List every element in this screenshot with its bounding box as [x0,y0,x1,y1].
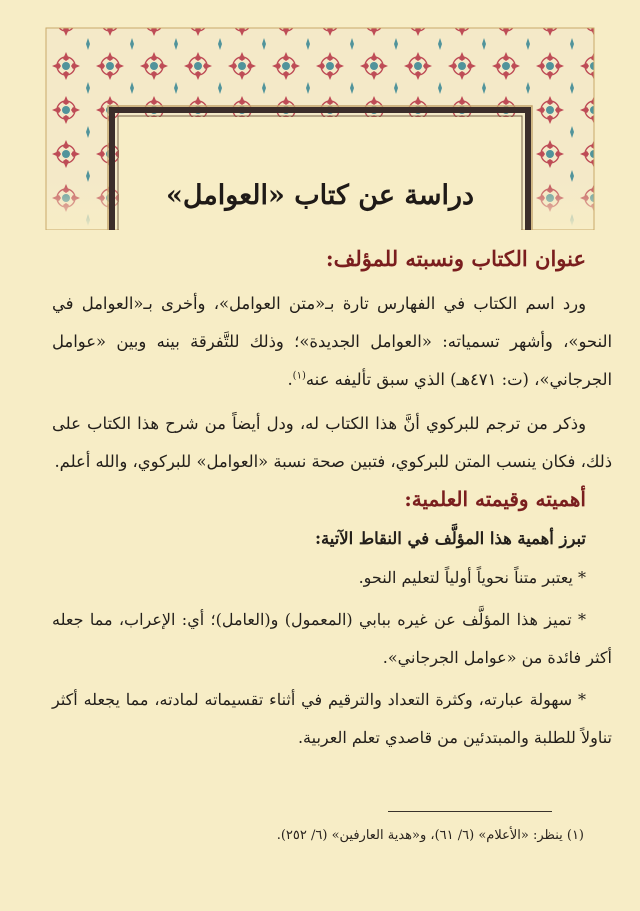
importance-point-1: * يعتبر متناً نحوياً أولياً لتعليم النحو. [358,568,586,587]
page-title: دراسة عن كتاب «العوامل» [165,180,475,211]
main-content [52,236,612,761]
paragraph-book-names [52,285,612,399]
paragraph-attribution: وذكر من ترجم للبركوي أنَّ هذا الكتاب له، ودل أيضاً من شرح هذا الكتاب على ذلك، فكان ينسب المتن للبركوي، فتبين صحة نسبة «العوامل» للبركوي، والله أعلم. [52,414,612,471]
section-heading-title-attribution: عنوان الكتاب ونسبته للمؤلف: [325,246,586,271]
footnote-divider [388,811,552,812]
paragraph-end-mark: . [287,370,293,389]
footnote: (١) ينظر: «الأعلام» (٦/ ٦١)، و«هدية العارفين» (٦/ ٢٥٢). [276,828,584,843]
importance-point-3: * سهولة عبارته، وكثرة التعداد والترقيم في أثناء تقسيماته لمادته، مما يجعله أكثر تناولاً للطلبة والمبتدئين من قاصدي تعلم العربية. [52,690,612,747]
importance-point-2: * تميز هذا المؤلَّف عن غيره ببابي (المعمول) و(العامل)؛ أي: الإعراب، مما جعله أكثر فائدة من «عوامل الجرجاني». [52,610,612,667]
title-wrap [0,180,640,211]
importance-lead: تبرز أهمية هذا المؤلَّف في النقاط الآتية: [314,529,586,548]
footnote-marker[interactable]: (١) [292,370,306,382]
section-heading-importance: أهميته وقيمته العلمية: [404,487,586,511]
paragraph-book-names-text: ورد اسم الكتاب في الفهارس تارة بـ«متن العوامل»، وأخرى بـ«العوامل في النحو»، وأشهر تسمياته: «العوامل الجديدة»؛ وذلك للتَّفرقة بينه وبين «عوامل الجرجاني»، (ت: ٤٧١هـ) الذي سبق تأليفه عنه [52,294,612,389]
